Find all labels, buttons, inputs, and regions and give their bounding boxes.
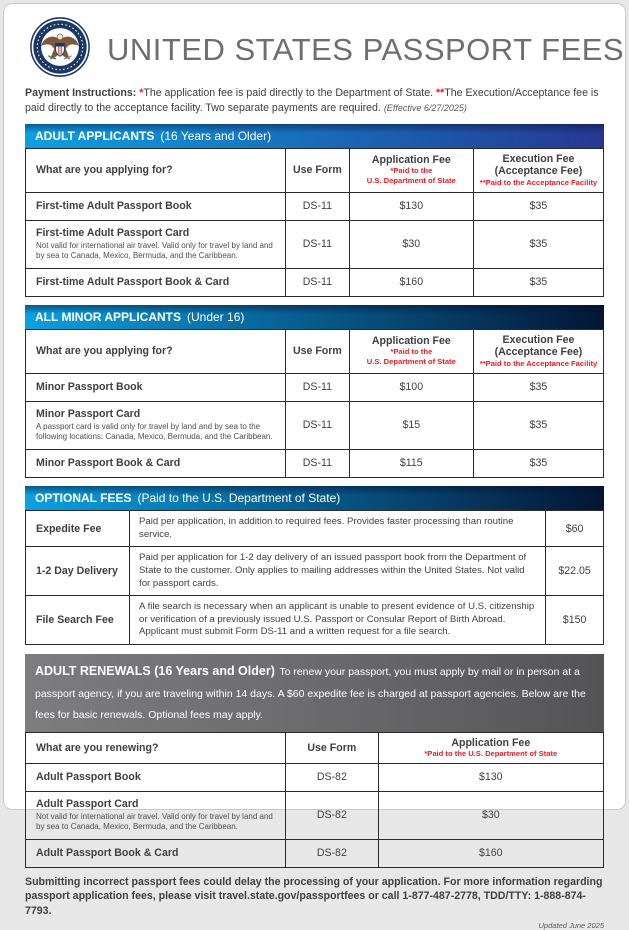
application-fee-note: *Paid to the U.S. Department of State [424,748,558,758]
application-fee-cell: $30 [349,220,473,268]
table-row [26,449,604,477]
row-note: Not valid for international air travel. Valid only for travel by land and by sea to Canada, Mexico, Bermuda, and the Caribbean. [36,240,273,261]
execution-fee-note: **Paid to the Acceptance Facility [479,359,598,368]
section-title: ADULT RENEWALS (16 Years and Older) [35,664,275,679]
table-row [26,596,604,645]
use-form-cell: DS-11 [286,401,350,449]
table-header-row [26,732,604,763]
section-bar-adult-applicants [25,124,604,148]
row-label: First-time Adult Passport Book & Card [36,275,230,288]
table-row [26,373,604,401]
column-header-use-form: Use Form [286,148,350,192]
column-header-application-fee [349,148,473,192]
effective-date: (Effective 6/27/2025) [383,102,467,113]
column-header-what: What are you applying for? [26,329,286,373]
application-fee-cell: $15 [349,401,473,449]
section-bar-adult-renewals [25,654,604,732]
section-title: ADULT APPLICANTS [35,128,155,143]
payment-instructions [25,86,604,116]
execution-fee-cell: $35 [473,373,603,401]
use-form-cell: DS-11 [286,268,350,296]
table-row [26,401,604,449]
passport-fees-url[interactable]: travel.state.gov/passportfees [218,890,366,903]
application-fee-cell: $30 [378,791,603,839]
section-bar-optional-fees [25,486,604,510]
section-bar-minor-applicants [25,305,604,329]
section-subtitle: (16 Years and Older) [160,128,272,143]
department-of-state-seal-icon [29,16,91,78]
row-label: Minor Passport Book & Card [36,456,181,469]
row-label: First-time Adult Passport Book [36,199,192,212]
column-header-execution-fee [473,329,603,373]
application-fee-cell: $160 [349,268,473,296]
footer-text-after-link: or call 1-877-487-2778, TDD/TTY: 1-888-874-7793. [25,890,586,917]
application-fee-title: Application Fee [371,154,451,167]
application-fee-cell: $130 [378,763,603,791]
row-label: Minor Passport Card [36,407,141,420]
payment-instructions-text-1: The application fee is paid directly to the Department of State. [143,87,437,99]
application-fee-title: Application Fee [371,335,451,348]
minor-applicants-table [25,329,604,478]
table-row [26,510,604,546]
execution-fee-cell: $35 [473,401,603,449]
application-fee-title: Application Fee [451,736,531,749]
application-fee-cell: $160 [378,839,603,867]
application-fee-note-1: *Paid to the [390,347,433,357]
section-subtitle: (Under 16) [187,309,245,324]
use-form-cell: DS-82 [286,791,378,839]
payment-instructions-label: Payment Instructions: [25,87,137,99]
application-fee-cell: $115 [349,449,473,477]
column-header-what: What are you applying for? [26,148,286,192]
optional-fees-table [25,510,604,645]
table-header-row [26,148,604,192]
row-label: Adult Passport Book [36,770,141,783]
table-header-row [26,329,604,373]
fee-name-cell: 1-2 Day Delivery [26,547,130,596]
row-label: Adult Passport Card [36,797,139,810]
fee-description-cell: Paid per application for 1-2 day delivery of an issued passport book from the Department of State to the customer. Only applies to mailing addresses within the United States. Not valid for passport cards. [130,547,546,596]
fee-amount-cell: $150 [546,596,604,645]
column-header-application-fee [378,732,603,763]
column-header-application-fee [349,329,473,373]
use-form-cell: DS-11 [286,192,350,220]
table-row [26,220,604,268]
execution-fee-cell: $35 [473,220,603,268]
updated-date: Updated June 2025 [538,920,604,930]
fee-name-cell: File Search Fee [26,596,130,645]
fee-description-cell: A file search is necessary when an applicant is unable to present evidence of U.S. citizenship or verification of a previously issued U.S. Passport or Consular Report of Birth Abroad. Applicant must submit Form DS-11 and a written request for a file search. [130,596,546,645]
execution-fee-cell: $35 [473,449,603,477]
application-fee-note-2: U.S. Department of State [366,357,456,367]
column-header-use-form: Use Form [286,329,350,373]
table-row [26,547,604,596]
column-header-what: What are you renewing? [26,732,286,763]
double-asterisk: ** [436,87,445,99]
execution-fee-cell: $35 [473,268,603,296]
application-fee-cell: $130 [349,192,473,220]
application-fee-cell: $100 [349,373,473,401]
row-label: Adult Passport Book & Card [36,846,179,859]
single-asterisk: * [139,87,144,99]
section-description: To renew your passport, you must apply by mail or in person at a passport agency, if you are traveling within 14 days. A $60 expedite fee is charged at passport agencies. Below are the fees for basic renewals. Optional fees may apply. [35,666,586,722]
fee-amount-cell: $60 [546,510,604,546]
row-note: A passport card is valid only for travel by land and by sea to the following locations: Canada, Mexico, Bermuda, and the Caribbean. [36,422,273,442]
table-row [26,192,604,220]
use-form-cell: DS-82 [286,839,378,867]
table-row [26,268,604,296]
fee-amount-cell: $22.05 [546,547,604,596]
table-row [26,763,604,791]
use-form-cell: DS-11 [286,449,350,477]
use-form-cell: DS-11 [286,220,350,268]
execution-fee-cell: $35 [473,192,603,220]
row-label: First-time Adult Passport Card [36,226,190,239]
page-title: UNITED STATES PASSPORT FEES [107,32,625,67]
payment-instructions-text-2: The Execution/Acceptance fee is paid directly to the acceptance facility. Two separate payments are required. [25,87,599,114]
row-label: Minor Passport Book [36,380,143,393]
section-subtitle: (Paid to the U.S. Department of State) [137,490,341,505]
section-title: OPTIONAL FEES [35,490,132,505]
footer-text-before-link: Submitting incorrect passport fees could delay the processing of your application. For more information regarding passport application fees, please visit [25,875,603,903]
row-note: Not valid for international air travel. Valid only for travel by land and by sea to Canada, Mexico, Bermuda, and the Caribbean. [36,812,273,832]
column-header-execution-fee [473,148,603,192]
adult-applicants-table [25,148,604,297]
use-form-cell: DS-11 [286,373,350,401]
adult-renewals-table [25,732,604,868]
column-header-use-form: Use Form [286,732,378,763]
execution-fee-alt: (Acceptance Fee) [494,345,583,358]
execution-fee-note: **Paid to the Acceptance Facility [479,177,598,187]
passport-fees-document [3,3,626,930]
application-fee-note-1: *Paid to the [390,166,433,176]
execution-fee-alt: (Acceptance Fee) [494,164,583,177]
execution-fee-title: Execution Fee [502,333,575,346]
table-row [26,791,604,839]
fee-name-cell: Expedite Fee [26,510,130,546]
use-form-cell: DS-82 [286,763,378,791]
footer-note [25,875,604,919]
section-title: ALL MINOR APPLICANTS [35,309,181,324]
application-fee-note-2: U.S. Department of State [366,176,456,186]
fee-description-cell: Paid per application, in addition to required fees. Provides faster processing than routine service. [130,510,546,546]
execution-fee-title: Execution Fee [502,152,575,165]
table-row [26,839,604,867]
document-header [29,16,625,78]
